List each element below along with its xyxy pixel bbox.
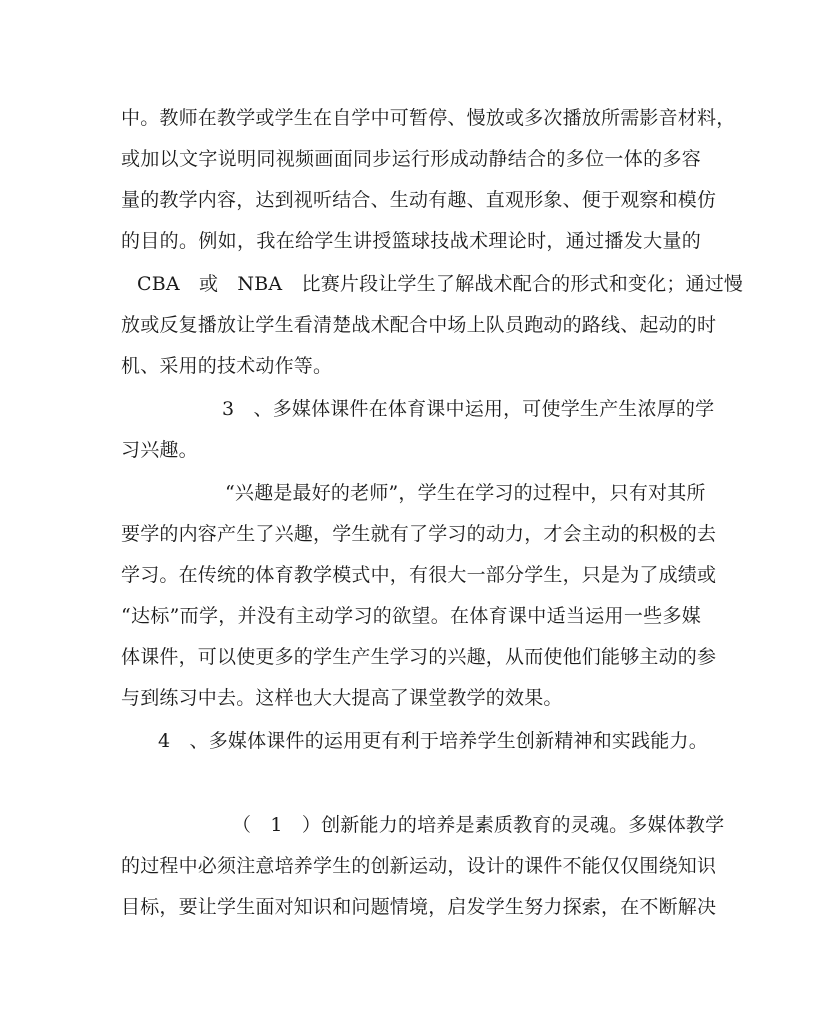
paragraph-line: 与到练习中去。这样也大大提高了课堂教学的效果。 (121, 687, 563, 709)
paragraph-line: 的过程中必须注意培养学生的创新运动，设计的课件不能仅仅围绕知识 (121, 855, 717, 877)
paragraph-line: “兴趣是最好的老师”，学生在学习的过程中，只有对其所 (225, 482, 706, 504)
paragraph-line: 目标，要让学生面对知识和问题情境，启发学生努力探索，在不断解决 (121, 896, 717, 918)
paragraph-line: 中。教师在教学或学生在自学中可暂停、慢放或多次播放所需影音材料， (121, 107, 736, 129)
paragraph-line: 要学的内容产生了兴趣，学生就有了学习的动力，才会主动的积极的去 (121, 523, 717, 545)
section-heading-3: 3 、多媒体课件在体育课中运用，可使学生产生浓厚的学 (222, 398, 715, 420)
section-heading-4: 4 、多媒体课件的运用更有利于培养学生创新精神和实践能力。 (158, 730, 708, 752)
paragraph-line: 学习。在传统的体育教学模式中，有很大一部分学生，只是为了成绩或 (121, 564, 717, 586)
paragraph-line: 放或反复播放让学生看清楚战术配合中场上队员跑动的路线、起动的时 (121, 314, 717, 336)
paragraph-line: “达标”而学，并没有主动学习的欲望。在体育课中适当运用一些多媒 (121, 605, 701, 627)
paragraph-line: 或加以文字说明同视频画面同步运行形成动静结合的多位一体的多容 (121, 148, 701, 170)
paragraph-line: 机、采用的技术动作等。 (121, 355, 333, 377)
paragraph-line: CBA 或 NBA 比赛片段让学生了解战术配合的形式和变化；通过慢 (137, 273, 744, 295)
section-heading-3-continued: 习兴趣。 (121, 439, 198, 461)
subsection-heading-1: （ 1 ）创新能力的培养是素质教育的灵魂。多媒体教学 (232, 814, 725, 836)
paragraph-line: 量的教学内容，达到视听结合、生动有趣、直观形象、便于观察和模仿 (121, 189, 717, 211)
paragraph-line: 的目的。例如，我在给学生讲授篮球技战术理论时，通过播发大量的 (121, 230, 701, 252)
paragraph-line: 体课件，可以使更多的学生产生学习的兴趣，从而使他们能够主动的参 (121, 646, 717, 668)
